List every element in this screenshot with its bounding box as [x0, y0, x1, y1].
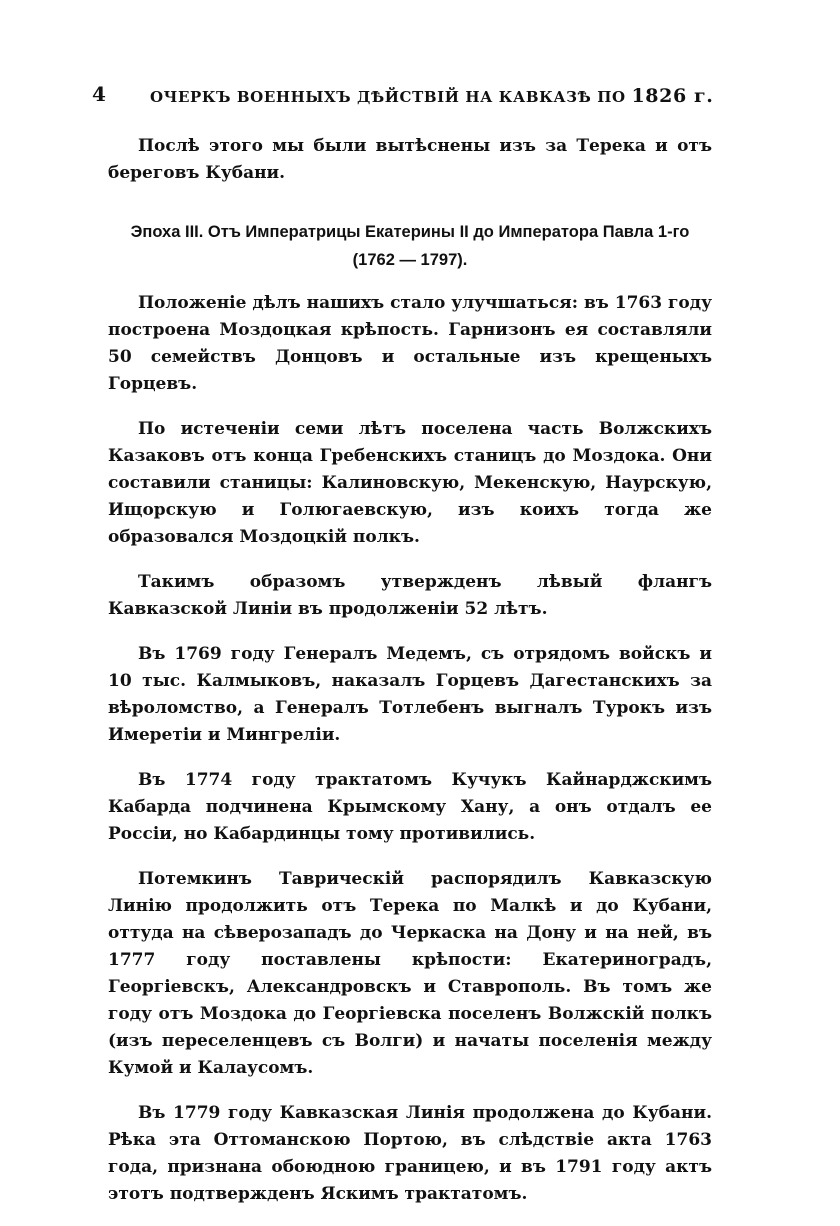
paragraph: Потемкинъ Таврическій распорядилъ Кавказскую Линію продолжить отъ Терека по Малкѣ и до Кубани, оттуда на сѣверозападъ до Черкаска на Дону и на ней, въ 1777 году поставлены крѣпости: Екатериноградъ, Георгіевскъ, Александровскъ и Ставрополь. Въ томъ же году отъ Моздока до Георгіевска поселенъ Волжскій полкъ (изъ переселенцевъ съ Волги) и начаты поселенія между Кумой и Калаусомъ.: [108, 869, 712, 1078]
paragraph: Въ 1769 году Генералъ Медемъ, съ отрядомъ войскъ и 10 тыс. Калмыковъ, наказалъ Горцевъ Дагестанскихъ за вѣроломство, а Генералъ Тотлебенъ выгналъ Турокъ изъ Имеретіи и Мингреліи.: [108, 644, 712, 745]
page-header: [92, 82, 732, 112]
paragraph: Такимъ образомъ утвержденъ лѣвый флангъ Кавказской Линіи въ продолженіи 52 лѣтъ.: [108, 572, 712, 619]
paragraph: Въ 1779 году Кавказская Линія продолжена до Кубани. Рѣка эта Оттоманскою Портою, въ слѣдствіе акта 1763 года, признана обоюдною границею, и въ 1791 году актъ этотъ подтвержденъ Яскимъ трактатомъ.: [108, 1103, 712, 1204]
opening-text: [108, 133, 712, 205]
section-heading-years: (1762 — 1797).: [352, 251, 468, 269]
paragraph: Въ 1774 году трактатомъ Кучукъ Кайнарджскимъ Кабарда подчинена Крымскому Хану, а онъ отдалъ ее Россіи, но Кабардинцы тому противились.: [108, 770, 712, 844]
section-heading-title: Эпоха III. Отъ Императрицы Екатерины II до Императора Павла 1-го: [130, 223, 690, 241]
running-title-text: ОЧЕРКЪ ВОЕННЫХЪ ДѢЙСТВІЙ НА КАВКАЗѢ ПО: [150, 88, 626, 106]
running-title: [150, 85, 713, 107]
paragraph: По истеченіи семи лѣтъ поселена часть Волжскихъ Казаковъ отъ конца Гребенскихъ станицъ до Моздока. Они составили станицы: Калиновскую, Мекенскую, Наурскую, Ищорскую и Голюгаевскую, изъ коихъ тогда же образовался Моздоцкій полкъ.: [108, 419, 712, 547]
section-heading: [108, 218, 712, 274]
running-title-year: 1826 г.: [631, 85, 714, 107]
page-number: 4: [92, 82, 106, 106]
body-text: [108, 290, 712, 1226]
paragraph-opening: Послѣ этого мы были вытѣснены изъ за Терека и отъ береговъ Кубани.: [108, 136, 712, 183]
paragraph: Положеніе дѣлъ нашихъ стало улучшаться: въ 1763 году построена Моздоцкая крѣпость. Гарнизонъ ея составляли 50 семействъ Донцовъ и остальные изъ крещеныхъ Горцевъ.: [108, 293, 712, 394]
